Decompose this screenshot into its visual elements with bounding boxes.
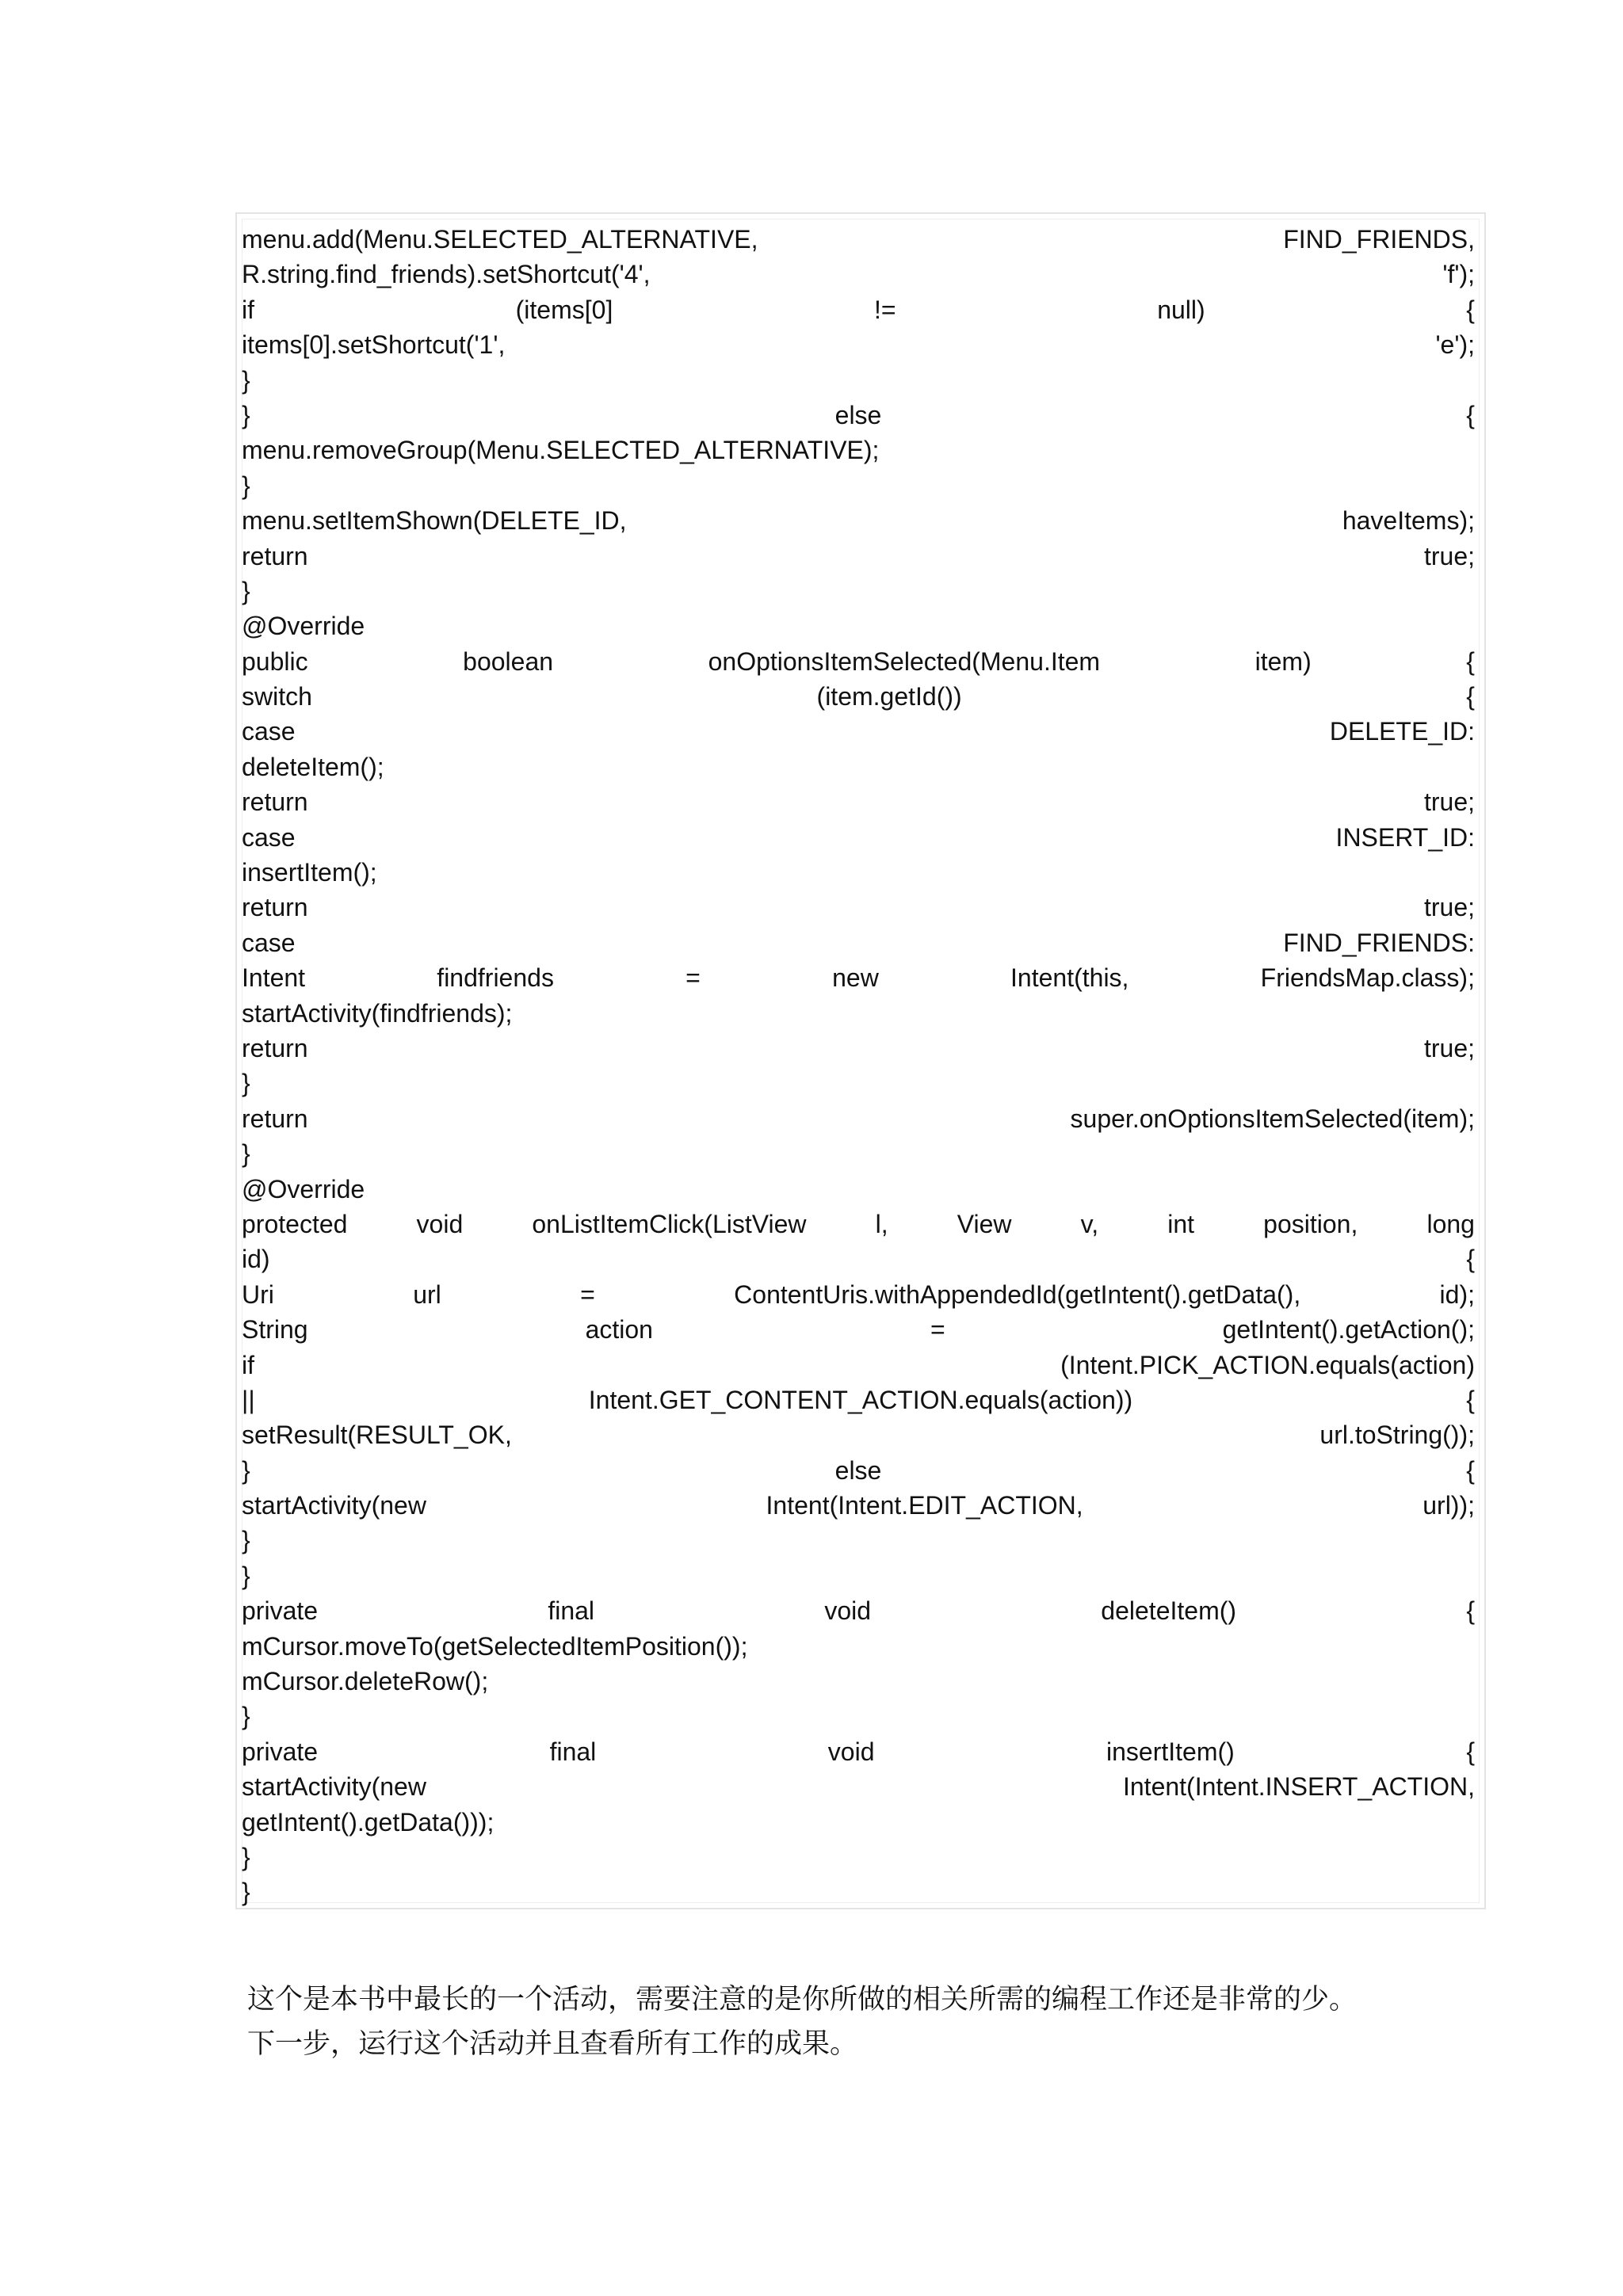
code-line <box>242 820 1475 855</box>
code-token: { <box>1466 1245 1475 1274</box>
code-line <box>242 1172 1475 1207</box>
code-token: insertItem() <box>1106 1737 1235 1766</box>
code-line <box>242 890 1475 925</box>
code-line <box>242 1488 1475 1523</box>
code-token: return <box>242 1033 308 1062</box>
code-token: } <box>242 1842 250 1871</box>
code-token: { <box>1466 1455 1475 1485</box>
code-token: super.onOptionsItemSelected(item); <box>1070 1104 1475 1133</box>
code-line <box>242 1523 1475 1558</box>
code-line <box>242 574 1475 608</box>
code-line <box>242 1031 1475 1066</box>
code-line <box>242 1241 1475 1276</box>
code-token: FIND_FRIENDS: <box>1283 928 1475 957</box>
code-token: if <box>242 295 254 324</box>
code-line <box>242 1629 1475 1664</box>
body-text <box>247 1978 1484 2066</box>
code-token: void <box>824 1596 872 1626</box>
code-line <box>242 855 1475 890</box>
code-token: { <box>1466 1385 1475 1414</box>
code-line <box>242 433 1475 467</box>
code-token: true; <box>1423 788 1475 817</box>
code-token: long <box>1426 1209 1475 1238</box>
code-token: return <box>242 541 308 570</box>
code-token: v, <box>1080 1209 1099 1238</box>
code-token: 'e'); <box>1435 330 1475 360</box>
code-token: item) <box>1254 646 1312 676</box>
code-token: { <box>1466 1596 1475 1626</box>
code-token: insertItem(); <box>242 858 377 887</box>
code-token: startActivity(findfriends); <box>242 998 513 1028</box>
code-token: { <box>1466 1737 1475 1766</box>
code-token: items[0].setShortcut('1', <box>242 330 506 360</box>
body-text-line-1: 这个是本书中最长的一个活动，需要注意的是你所做的相关所需的编程工作还是非常的少。 <box>247 1984 1358 2016</box>
code-token: menu.setItemShown(DELETE_ID, <box>242 506 627 536</box>
code-token: return <box>242 1104 308 1133</box>
code-line <box>242 1734 1475 1769</box>
code-token: FIND_FRIENDS, <box>1283 225 1475 254</box>
code-line <box>242 1593 1475 1628</box>
code-token: if <box>242 1350 254 1379</box>
code-token: @Override <box>242 1174 365 1203</box>
code-token: void <box>827 1737 875 1766</box>
code-token: void <box>416 1209 464 1238</box>
code-line <box>242 1664 1475 1699</box>
code-token: Intent <box>242 963 306 993</box>
code-line <box>242 1417 1475 1452</box>
code-token: findfriends <box>437 963 554 993</box>
code-token: true; <box>1423 1033 1475 1062</box>
code-line <box>242 1101 1475 1136</box>
code-token: true; <box>1423 893 1475 922</box>
code-line <box>242 1453 1475 1488</box>
code-token: getIntent().getAction(); <box>1222 1315 1475 1344</box>
code-line <box>242 292 1475 327</box>
code-token: Intent(this, <box>1010 963 1129 993</box>
code-token: private <box>242 1737 319 1766</box>
code-token: FriendsMap.class); <box>1260 963 1475 993</box>
code-line <box>242 608 1475 643</box>
code-line <box>242 1805 1475 1840</box>
code-token: case <box>242 717 296 746</box>
code-line <box>242 222 1475 257</box>
code-token: } <box>242 576 250 605</box>
code-line <box>242 1383 1475 1417</box>
code-token: startActivity(new <box>242 1772 426 1802</box>
code-line <box>242 784 1475 819</box>
code-token: DELETE_ID: <box>1329 717 1475 746</box>
code-token: = <box>685 963 701 993</box>
code-token: Intent(Intent.INSERT_ACTION, <box>1122 1772 1475 1802</box>
code-listing <box>242 222 1475 1910</box>
code-token: != <box>873 295 896 324</box>
code-line <box>242 679 1475 714</box>
code-token: { <box>1466 682 1475 711</box>
code-token: @Override <box>242 612 365 641</box>
code-line <box>242 1312 1475 1347</box>
code-token: menu.add(Menu.SELECTED_ALTERNATIVE, <box>242 225 758 254</box>
code-token: haveItems); <box>1342 506 1475 536</box>
code-token: } <box>242 1139 250 1169</box>
code-token: } <box>242 1878 250 1907</box>
code-line <box>242 1277 1475 1312</box>
code-token: final <box>549 1737 597 1766</box>
code-token: { <box>1466 646 1475 676</box>
code-line <box>242 327 1475 362</box>
code-token: position, <box>1263 1209 1358 1238</box>
code-token: ContentUris.withAppendedId(getIntent().getData(), <box>734 1280 1301 1309</box>
code-token: switch <box>242 682 312 711</box>
code-token: R.string.find_friends).setShortcut('4', <box>242 260 651 289</box>
code-line <box>242 539 1475 574</box>
code-token: = <box>930 1315 945 1344</box>
code-line <box>242 1558 1475 1593</box>
code-token: String <box>242 1315 308 1344</box>
code-line <box>242 1840 1475 1875</box>
code-token: url)); <box>1423 1491 1475 1520</box>
code-token: final <box>548 1596 595 1626</box>
code-token: int <box>1167 1209 1195 1238</box>
code-line <box>242 1699 1475 1733</box>
code-token: null) <box>1157 295 1205 324</box>
code-token: onListItemClick(ListView <box>532 1209 807 1238</box>
code-token: else <box>834 400 882 429</box>
code-token: (Intent.PICK_ACTION.equals(action) <box>1060 1350 1475 1379</box>
code-token: id) <box>242 1245 270 1274</box>
code-token: INSERT_ID: <box>1335 822 1475 852</box>
code-token: url <box>413 1280 441 1309</box>
code-line <box>242 1136 1475 1171</box>
code-token: || <box>242 1385 255 1414</box>
code-token: else <box>834 1455 882 1485</box>
code-token: return <box>242 893 308 922</box>
code-token: } <box>242 1069 250 1098</box>
code-token: id); <box>1439 1280 1475 1309</box>
code-token: Intent(Intent.EDIT_ACTION, <box>766 1491 1083 1520</box>
code-token: = <box>580 1280 595 1309</box>
code-token: getIntent().getData())); <box>242 1807 495 1836</box>
code-token: } <box>242 365 250 395</box>
code-line <box>242 1875 1475 1909</box>
code-token: } <box>242 1561 250 1590</box>
code-line <box>242 960 1475 995</box>
code-token: { <box>1466 400 1475 429</box>
code-token: Intent.GET_CONTENT_ACTION.equals(action)) <box>588 1385 1133 1414</box>
code-line <box>242 1066 1475 1100</box>
code-line <box>242 468 1475 503</box>
code-token: View <box>957 1209 1012 1238</box>
code-token: boolean <box>463 646 554 676</box>
code-token: new <box>832 963 879 993</box>
code-token: onOptionsItemSelected(Menu.Item <box>708 646 1101 676</box>
code-token: private <box>242 1596 319 1626</box>
code-token: startActivity(new <box>242 1491 426 1520</box>
code-token: } <box>242 400 250 429</box>
code-token: case <box>242 928 296 957</box>
code-token: } <box>242 471 250 500</box>
code-token: deleteItem(); <box>242 752 384 781</box>
code-token: protected <box>242 1209 348 1238</box>
code-token: (item.getId()) <box>816 682 962 711</box>
code-line <box>242 363 1475 398</box>
code-line <box>242 996 1475 1031</box>
code-line <box>242 644 1475 679</box>
code-token: public <box>242 646 308 676</box>
code-token: action <box>585 1315 653 1344</box>
code-token: setResult(RESULT_OK, <box>242 1421 512 1450</box>
code-line <box>242 398 1475 433</box>
code-token: menu.removeGroup(Menu.SELECTED_ALTERNATIVE); <box>242 436 880 465</box>
code-line <box>242 714 1475 749</box>
code-line <box>242 503 1475 538</box>
code-line <box>242 1769 1475 1804</box>
code-line <box>242 257 1475 292</box>
code-token: } <box>242 1455 250 1485</box>
code-token: url.toString()); <box>1319 1421 1475 1450</box>
code-line <box>242 749 1475 784</box>
code-token: true; <box>1423 541 1475 570</box>
code-line <box>242 1348 1475 1383</box>
code-token: (items[0] <box>515 295 613 324</box>
code-token: case <box>242 822 296 852</box>
code-token: mCursor.moveTo(getSelectedItemPosition()); <box>242 1631 748 1661</box>
body-text-line-2: 下一步，运行这个活动并且查看所有工作的成果。 <box>247 2028 858 2060</box>
code-token: 'f'); <box>1442 260 1475 289</box>
code-line <box>242 1207 1475 1241</box>
code-token: } <box>242 1702 250 1731</box>
code-token: mCursor.deleteRow(); <box>242 1667 489 1696</box>
code-token: l, <box>875 1209 888 1238</box>
code-line <box>242 925 1475 960</box>
code-token: return <box>242 788 308 817</box>
code-token: } <box>242 1526 250 1555</box>
code-token: { <box>1466 295 1475 324</box>
code-token: Uri <box>242 1280 274 1309</box>
code-token: deleteItem() <box>1101 1596 1237 1626</box>
